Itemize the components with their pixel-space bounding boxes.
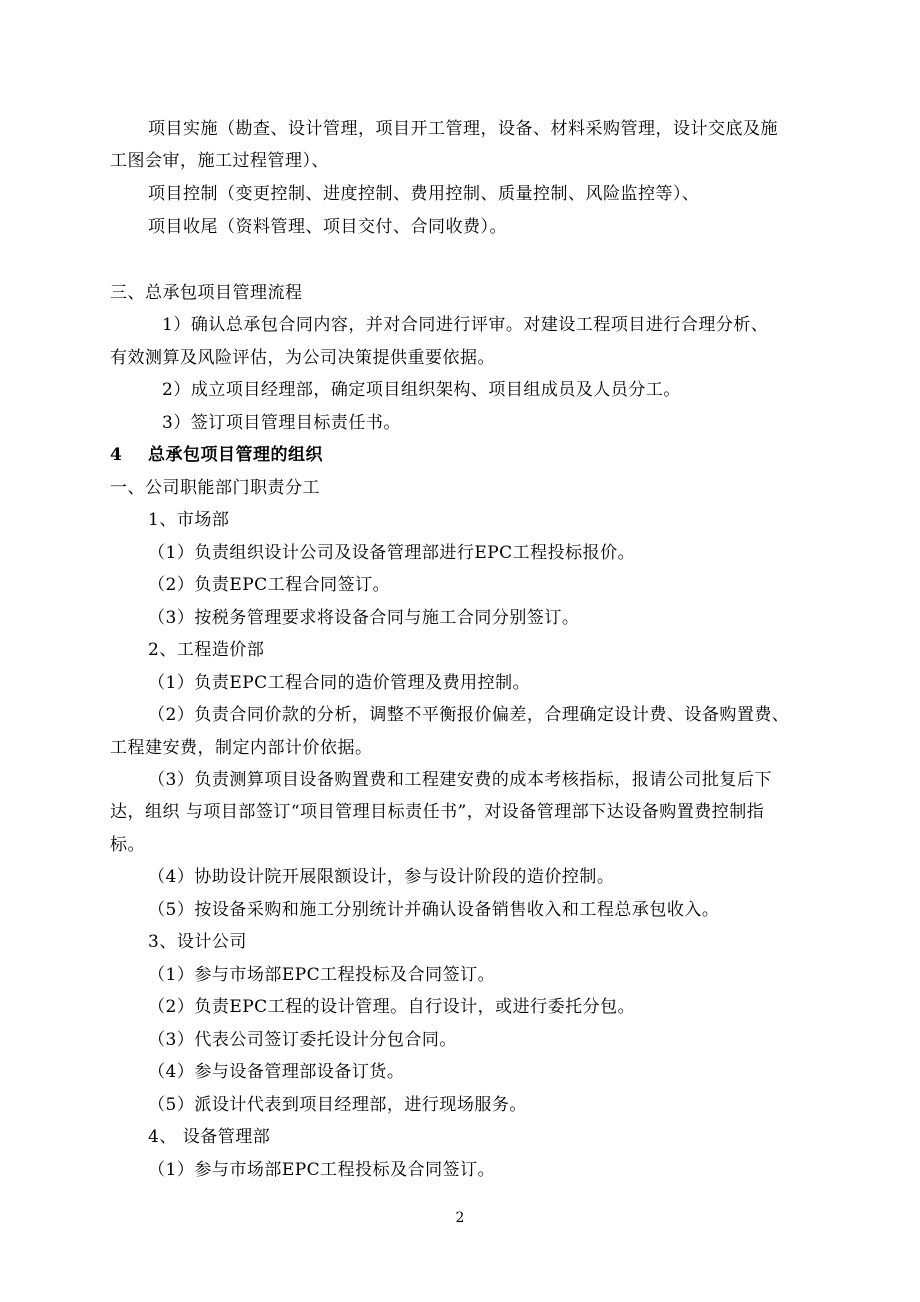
subsection-heading: 3、设计公司	[148, 932, 247, 952]
subsection-heading: 2、工程造价部	[148, 640, 265, 660]
text-line: 1）确认总承包合同内容，并对合同进行评审。对建设工程项目进行合理分析、	[162, 315, 769, 335]
list-item: （2）负责EPC工程的设计管理。自行设计，或进行委托分包。	[148, 997, 636, 1017]
text-line: 项目实施（勘查、设计管理，项目开工管理，设备、材料采购管理，设计交底及施	[148, 119, 778, 139]
text-line: 有效测算及风险评估，为公司决策提供重要依据。	[110, 348, 495, 368]
text-line: 3）签订项目管理目标责任书。	[162, 413, 401, 433]
list-item: （5）派设计代表到项目经理部，进行现场服务。	[148, 1095, 527, 1115]
text-line: 达，组织 与项目部签订“项目管理目标责任书”，对设备管理部下达设备购置费控制指	[110, 802, 765, 822]
page-number: 2	[455, 1210, 465, 1226]
section-heading: 一、公司职能部门职责分工	[110, 478, 320, 498]
text-line: 项目收尾（资料管理、项目交付、合同收费）。	[148, 217, 507, 237]
list-item: （4）协助设计院开展限额设计，参与设计阶段的造价控制。	[148, 867, 615, 887]
text-line: 2）成立项目经理部，确定项目组织架构、项目组成员及人员分工。	[162, 380, 681, 400]
list-item: （1）参与市场部EPC工程投标及合同签订。	[148, 965, 496, 985]
list-item: （4）参与设备管理部设备订货。	[148, 1062, 405, 1082]
text-line: 工程建安费，制定内部计价依据。	[110, 738, 373, 758]
list-item: （1）负责EPC工程合同的造价管理及费用控制。	[148, 673, 531, 693]
list-item: （3）代表公司签订委托设计分包合同。	[148, 1030, 457, 1050]
list-item: （1）负责组织设计公司及设备管理部进行EPC工程投标报价。	[148, 543, 636, 563]
section-heading: 三、总承包项目管理流程	[110, 283, 303, 303]
text-line: 工图会审，施工过程管理）、	[110, 151, 329, 171]
list-item: （5）按设备采购和施工分别统计并确认设备销售收入和工程总承包收入。	[148, 900, 720, 920]
list-item: （2）负责EPC工程合同签订。	[148, 575, 391, 595]
list-item: （3）负责测算项目设备购置费和工程建安费的成本考核指标，报请公司批复后下	[148, 770, 772, 790]
chapter-number: 4	[110, 445, 123, 465]
subsection-heading: 4、 设备管理部	[148, 1127, 271, 1147]
text-line: 项目控制（变更控制、进度控制、费用控制、质量控制、风险监控等）、	[148, 184, 700, 204]
subsection-heading: 1、市场部	[148, 510, 230, 530]
list-item: （1）参与市场部EPC工程投标及合同签订。	[148, 1160, 496, 1180]
list-item: （2）负责合同价款的分析，调整不平衡报价偏差，合理确定设计费、设备购置费、	[148, 705, 790, 725]
chapter-title: 总承包项目管理的组织	[148, 445, 323, 465]
text-line: 标。	[110, 835, 145, 855]
list-item: （3）按税务管理要求将设备合同与施工合同分别签订。	[148, 608, 580, 628]
